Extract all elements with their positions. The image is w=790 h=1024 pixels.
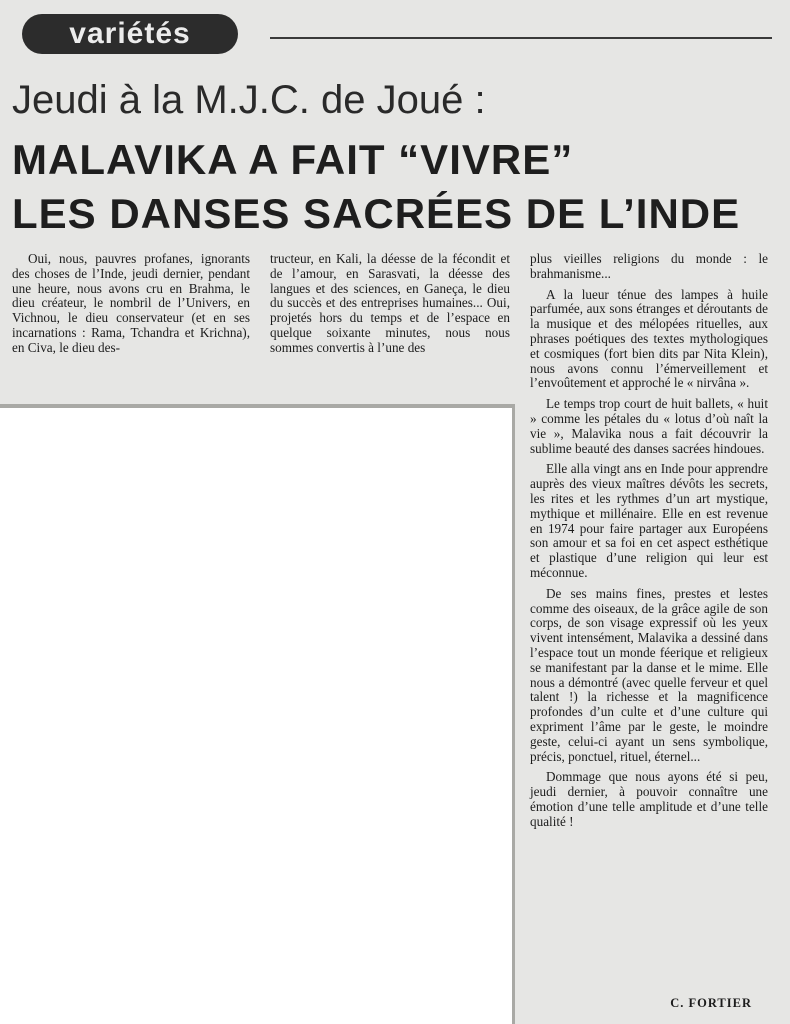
- paragraph: Oui, nous, pauvres profanes, ignorants des choses de l’Inde, jeudi dernier, pendant une heure, nous avons cru en Brahma, le dieu créateur, le nombril de l’Univers, en Vichnou, le dieu conservateur (et en ses incarnations : Rama, Tchandra et Krichna), en Civa, le dieu des-: [12, 251, 250, 355]
- header-rule: [270, 37, 772, 39]
- paragraph: A la lueur ténue des lampes à huile parfumée, aux sons étranges et déroutants de la musique et des mélopées rituelles, aux phrases poétiques des textes mythologiques et cosmiques (fort bien dits par Nita Klein), nous avons connu l’émerveillement et l’envoûtement et approché le « nirvâna ».: [530, 286, 768, 391]
- article-column-2: [270, 252, 510, 362]
- kicker: Jeudi à la M.J.C. de Joué :: [12, 78, 486, 122]
- paragraph: Dommage que nous ayons été si peu, jeudi dernier, à pouvoir connaître une émotion d’une telle amplitude et d’une telle qualité !: [530, 769, 768, 829]
- paragraph: De ses mains fines, prestes et lestes comme des oiseaux, de la grâce agile de son corps, de son visage expressif où les yeux vivent intensément, Malavika a dessiné dans l’espace tout un monde féerique et religieux se manifestant par la danse et le mime. Elle nous a démontré (avec quelle ferveur et quel talent !) la richesse et la magnificence profondes d’un culte et d’une culture qui expriment l’âme par le geste, le moindre geste, celui-ci ayant un sens symbolique, précis, ponctuel, rituel, éternel...: [530, 585, 768, 764]
- clipping-edge-vertical: [512, 404, 515, 1024]
- headline-line-1: MALAVIKA A FAIT “VIVRE”: [12, 136, 574, 183]
- paragraph: Elle alla vingt ans en Inde pour apprendre auprès des vieux maîtres dévôts les secrets, les rites et les rythmes d’un art mystique, mythique et millénaire. Elle en est revenue en 1974 pour faire partager aux Européens son amour et sa foi en cet aspect esthétique et plastique d’une religion qui leur est méconnue.: [530, 461, 768, 580]
- clipping-edge-horizontal: [0, 404, 514, 408]
- section-tag: variétés: [22, 14, 238, 54]
- paragraph: tructeur, en Kali, la déesse de la fécondit et de l’amour, en Sarasvati, la déesse des langues et des sciences, en Ganeça, le dieu du succès et des entreprises humaines... Oui, projetés hors du temps et de l’espace en quelque soixante minutes, nous nous sommes convertis à l’une des: [270, 251, 510, 355]
- paragraph: Le temps trop court de huit ballets, « huit » comme les pétales du « lotus d’où naît la vie », Malavika nous a fait découvrir la sublime beauté des danses sacrées hindoues.: [530, 396, 768, 456]
- author-signature: C. FORTIER: [670, 996, 752, 1010]
- paragraph: plus vieilles religions du monde : le brahmanisme...: [530, 251, 768, 281]
- article-column-3: [530, 252, 768, 835]
- article-column-1: [12, 252, 250, 362]
- headline-line-2: LES DANSES SACRÉES DE L’INDE: [12, 190, 741, 237]
